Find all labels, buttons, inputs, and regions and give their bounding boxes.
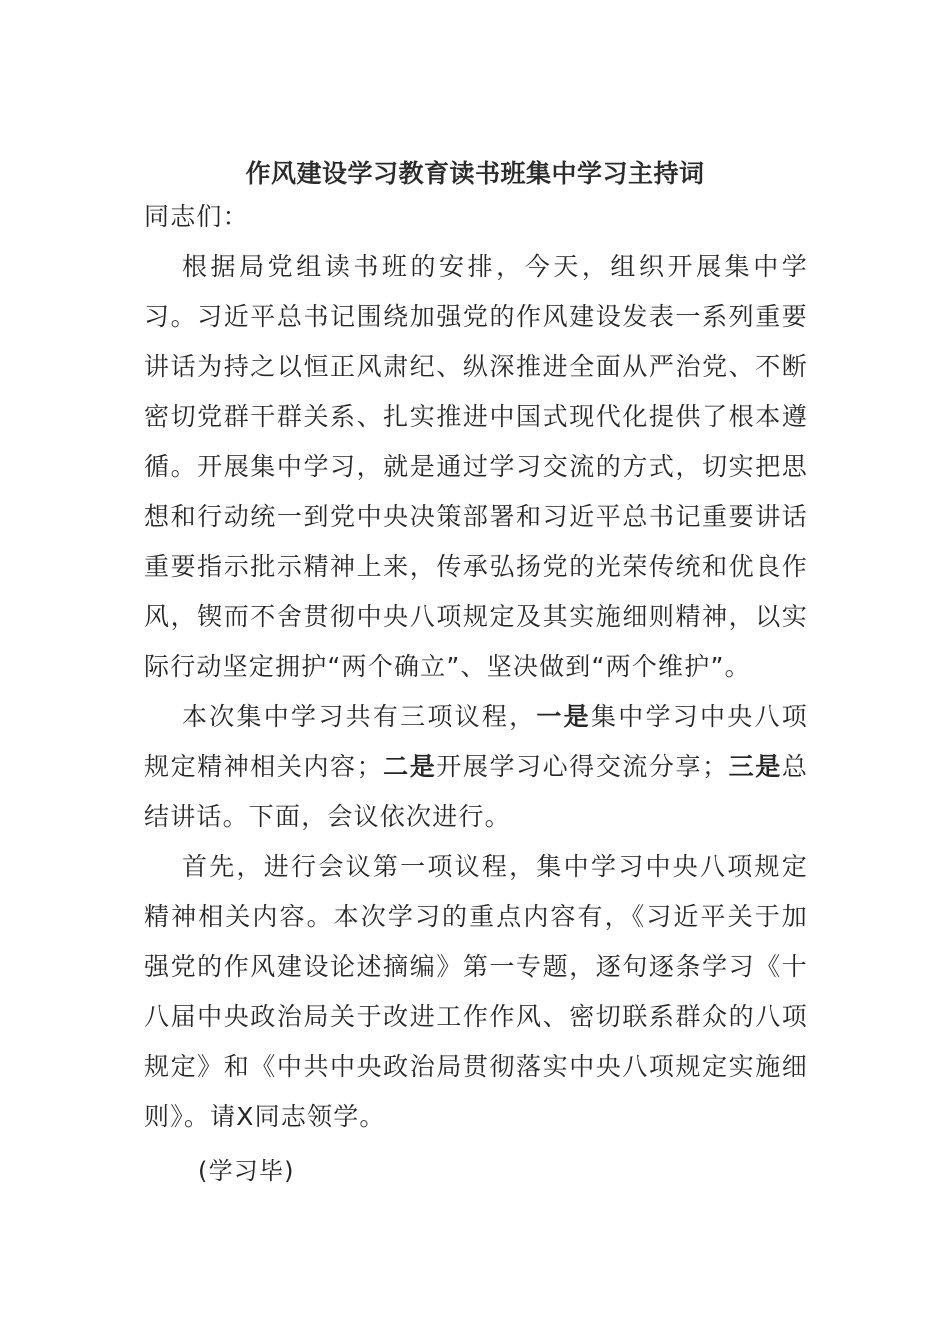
agenda-item-3: 总结讲话。下面，会议依次进行。 — [144, 752, 809, 831]
agenda-item-1: 集中学习中央八项规定精神相关内容； — [144, 702, 808, 781]
agenda-label-2: 二是 — [382, 752, 437, 781]
study-complete-note: (学习毕) — [198, 1157, 295, 1185]
document-body — [144, 192, 808, 1196]
agenda-intro: 本次集中学习共有三项议程， — [182, 702, 537, 731]
paragraph-first-agenda: 首先，进行会议第一项议程，集中学习中央八项规定精神相关内容。本次学习的重点内容有，《习近平关于加强党的作风建设论述摘编》第一专题，逐句逐条学习《十八届中央政治局关于改进工作作风、密切联系群众的八项规定》和《中共中央政治局贯彻落实中央八项规定实施细则》。请X同志领学。 — [144, 852, 808, 1131]
agenda-item-2: 开展学习心得交流分享； — [436, 752, 729, 781]
document-title: 作风建设学习教育读书班集中学习主持词 — [245, 159, 705, 188]
agenda-label-3: 三是 — [728, 752, 782, 781]
agenda-label-1: 一是 — [536, 702, 591, 731]
paragraph-agenda — [144, 692, 808, 842]
paragraph-opening: 根据局党组读书班的安排，今天，组织开展集中学习。习近平总书记围绕加强党的作风建设发表一系列重要讲话为持之以恒正风肃纪、纵深推进全面从严治党、不断密切党群干群关系、扎实推进中国式现代化提供了根本遵循。开展集中学习，就是通过学习交流的方式，切实把思想和行动统一到党中央决策部署和习近平总书记重要讲话重要指示批示精神上来，传承弘扬党的光荣传统和优良作风，锲而不舍贯彻中央八项规定及其实施细则精神，以实际行动坚定拥护“两个确立”、坚决做到“两个维护”。 — [144, 252, 808, 681]
greeting: 同志们： — [144, 202, 249, 231]
